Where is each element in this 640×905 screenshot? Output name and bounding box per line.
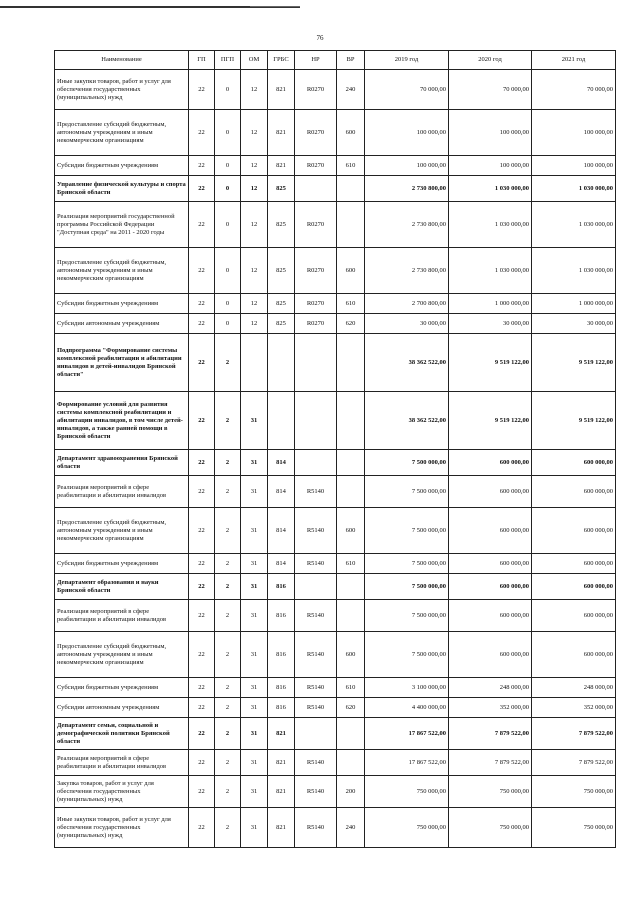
table-cell-nr	[295, 574, 337, 600]
table-cell-pgp: 2	[215, 450, 241, 476]
table-row	[55, 294, 616, 314]
table-row	[55, 110, 616, 156]
table-cell-2019: 750 000,00	[365, 808, 449, 848]
table-cell-grbs: 814	[268, 450, 295, 476]
table-cell-grbs: 825	[268, 176, 295, 202]
table-row	[55, 632, 616, 678]
table-cell-gp: 22	[189, 70, 215, 110]
table-row	[55, 476, 616, 508]
table-cell-2021: 9 519 122,00	[532, 392, 616, 450]
col-header-2019: 2019 год	[365, 51, 449, 70]
table-cell-pgp: 0	[215, 156, 241, 176]
table-cell-2021: 600 000,00	[532, 632, 616, 678]
table-cell-2019: 3 100 000,00	[365, 678, 449, 698]
table-row	[55, 70, 616, 110]
table-row	[55, 508, 616, 554]
table-cell-2020: 100 000,00	[449, 156, 532, 176]
table-cell-name: Департамент здравоохранения Брянской области	[55, 450, 189, 476]
table-cell-2019: 7 500 000,00	[365, 574, 449, 600]
table-cell-name: Субсидии бюджетным учреждениям	[55, 294, 189, 314]
table-cell-2019: 38 362 522,00	[365, 334, 449, 392]
table-cell-gp: 22	[189, 314, 215, 334]
table-cell-2020: 248 000,00	[449, 678, 532, 698]
table-cell-2019: 30 000,00	[365, 314, 449, 334]
table-cell-om: 31	[241, 750, 268, 776]
table-cell-vr	[337, 334, 365, 392]
table-cell-2020: 100 000,00	[449, 110, 532, 156]
table-cell-name: Субсидии бюджетным учреждениям	[55, 678, 189, 698]
table-cell-name: Управление физической культуры и спорта Брянской области	[55, 176, 189, 202]
table-cell-2020: 600 000,00	[449, 574, 532, 600]
table-cell-2020: 30 000,00	[449, 314, 532, 334]
table-cell-nr: R0270	[295, 156, 337, 176]
budget-table	[54, 50, 616, 848]
table-cell-2019: 7 500 000,00	[365, 476, 449, 508]
table-cell-2019: 4 400 000,00	[365, 698, 449, 718]
table-cell-nr	[295, 392, 337, 450]
table-cell-vr: 620	[337, 314, 365, 334]
table-cell-nr	[295, 450, 337, 476]
table-cell-vr: 610	[337, 294, 365, 314]
table-cell-2019: 7 500 000,00	[365, 600, 449, 632]
table-cell-gp: 22	[189, 698, 215, 718]
table-cell-2019: 100 000,00	[365, 110, 449, 156]
table-cell-grbs	[268, 334, 295, 392]
table-cell-pgp: 2	[215, 554, 241, 574]
table-cell-grbs: 825	[268, 314, 295, 334]
table-cell-pgp: 2	[215, 600, 241, 632]
table-cell-2021: 100 000,00	[532, 110, 616, 156]
table-cell-gp: 22	[189, 632, 215, 678]
table-cell-om: 31	[241, 718, 268, 750]
table-cell-om: 31	[241, 698, 268, 718]
table-cell-2021: 750 000,00	[532, 808, 616, 848]
table-cell-om: 31	[241, 600, 268, 632]
table-cell-grbs: 821	[268, 808, 295, 848]
table-cell-name: Департамент образования и науки Брянской области	[55, 574, 189, 600]
page-number: 76	[316, 34, 324, 42]
table-cell-om: 12	[241, 294, 268, 314]
table-cell-grbs: 821	[268, 70, 295, 110]
table-cell-om: 31	[241, 678, 268, 698]
table-cell-om	[241, 334, 268, 392]
table-cell-name: Предоставление субсидий бюджетным, автономным учреждениям и иным некоммерческим организациям	[55, 248, 189, 294]
table-cell-om: 12	[241, 70, 268, 110]
table-cell-2020: 600 000,00	[449, 554, 532, 574]
table-cell-name: Субсидии автономным учреждениям	[55, 314, 189, 334]
table-cell-nr: R0270	[295, 202, 337, 248]
table-cell-gp: 22	[189, 202, 215, 248]
table-cell-pgp: 2	[215, 678, 241, 698]
table-cell-2019: 7 500 000,00	[365, 632, 449, 678]
table-cell-2019: 7 500 000,00	[365, 554, 449, 574]
table-cell-om: 31	[241, 450, 268, 476]
table-cell-grbs: 825	[268, 248, 295, 294]
table-cell-2020: 600 000,00	[449, 450, 532, 476]
table-row	[55, 202, 616, 248]
table-cell-2021: 100 000,00	[532, 156, 616, 176]
table-cell-nr: R5140	[295, 678, 337, 698]
table-cell-name: Предоставление субсидий бюджетным, автономным учреждениям и иным некоммерческим организациям	[55, 632, 189, 678]
table-cell-2021: 352 000,00	[532, 698, 616, 718]
table-cell-2020: 750 000,00	[449, 776, 532, 808]
table-cell-om: 12	[241, 176, 268, 202]
table-cell-gp: 22	[189, 176, 215, 202]
table-cell-gp: 22	[189, 156, 215, 176]
table-cell-2021: 600 000,00	[532, 508, 616, 554]
table-cell-2019: 2 730 800,00	[365, 248, 449, 294]
table-cell-2020: 9 519 122,00	[449, 392, 532, 450]
table-cell-2019: 2 700 800,00	[365, 294, 449, 314]
table-cell-name: Субсидии бюджетным учреждениям	[55, 554, 189, 574]
table-cell-2020: 352 000,00	[449, 698, 532, 718]
table-cell-2020: 600 000,00	[449, 600, 532, 632]
table-cell-name: Иные закупки товаров, работ и услуг для обеспечения государственных (муниципальных) нужд	[55, 70, 189, 110]
table-cell-nr: R5140	[295, 632, 337, 678]
table-cell-nr	[295, 718, 337, 750]
table-cell-2020: 1 000 000,00	[449, 294, 532, 314]
table-row	[55, 392, 616, 450]
table-cell-vr: 610	[337, 554, 365, 574]
table-cell-2021: 600 000,00	[532, 554, 616, 574]
table-cell-grbs: 821	[268, 110, 295, 156]
table-cell-2021: 1 030 000,00	[532, 176, 616, 202]
table-cell-name: Подпрограмма "Формирование системы комплексной реабилитации и абилитации инвалидов и детей-инвалидов Брянской области"	[55, 334, 189, 392]
table-cell-pgp: 0	[215, 110, 241, 156]
table-cell-grbs: 816	[268, 574, 295, 600]
table-cell-om: 31	[241, 476, 268, 508]
table-cell-2021: 30 000,00	[532, 314, 616, 334]
table-cell-om: 12	[241, 110, 268, 156]
table-cell-2021: 248 000,00	[532, 678, 616, 698]
table-cell-pgp: 2	[215, 698, 241, 718]
table-cell-2021: 600 000,00	[532, 574, 616, 600]
table-cell-2019: 17 867 522,00	[365, 718, 449, 750]
table-cell-pgp: 0	[215, 294, 241, 314]
table-cell-grbs: 816	[268, 632, 295, 678]
table-cell-gp: 22	[189, 110, 215, 156]
col-header-om: ОМ	[241, 51, 268, 70]
col-header-pgp: ПГП	[215, 51, 241, 70]
table-cell-2021: 7 879 522,00	[532, 718, 616, 750]
table-cell-name: Предоставление субсидий бюджетным, автономным учреждениям и иным некоммерческим организациям	[55, 508, 189, 554]
table-header-row	[55, 51, 616, 70]
table-row	[55, 450, 616, 476]
table-cell-grbs: 821	[268, 750, 295, 776]
table-cell-vr	[337, 600, 365, 632]
table-row	[55, 718, 616, 750]
table-cell-nr: R0270	[295, 248, 337, 294]
table-cell-om: 31	[241, 392, 268, 450]
table-row	[55, 176, 616, 202]
table-cell-2021: 1 000 000,00	[532, 294, 616, 314]
table-row	[55, 750, 616, 776]
table-cell-vr: 600	[337, 110, 365, 156]
table-cell-om: 31	[241, 776, 268, 808]
table-cell-grbs: 814	[268, 508, 295, 554]
table-cell-vr: 610	[337, 156, 365, 176]
table-cell-2019: 100 000,00	[365, 156, 449, 176]
table-cell-nr: R5140	[295, 476, 337, 508]
table-cell-pgp: 0	[215, 70, 241, 110]
table-cell-2020: 1 030 000,00	[449, 202, 532, 248]
table-cell-pgp: 2	[215, 808, 241, 848]
table-cell-om: 31	[241, 554, 268, 574]
table-cell-2021: 600 000,00	[532, 450, 616, 476]
table-cell-gp: 22	[189, 600, 215, 632]
table-cell-vr	[337, 750, 365, 776]
table-cell-name: Реализация мероприятий в сфере реабилитации и абилитации инвалидов	[55, 750, 189, 776]
table-row	[55, 600, 616, 632]
table-cell-2021: 7 879 522,00	[532, 750, 616, 776]
table-row	[55, 678, 616, 698]
table-cell-pgp: 2	[215, 392, 241, 450]
table-cell-gp: 22	[189, 808, 215, 848]
table-cell-2021: 1 030 000,00	[532, 248, 616, 294]
table-cell-nr: R5140	[295, 808, 337, 848]
table-cell-gp: 22	[189, 476, 215, 508]
table-cell-name: Иные закупки товаров, работ и услуг для обеспечения государственных (муниципальных) нужд	[55, 808, 189, 848]
col-header-2021: 2021 год	[532, 51, 616, 70]
table-cell-grbs: 814	[268, 554, 295, 574]
table-cell-nr: R0270	[295, 70, 337, 110]
table-cell-nr: R5140	[295, 600, 337, 632]
table-cell-grbs: 825	[268, 294, 295, 314]
table-cell-2021: 9 519 122,00	[532, 334, 616, 392]
table-cell-grbs: 821	[268, 156, 295, 176]
table-cell-grbs: 825	[268, 202, 295, 248]
table-cell-vr: 240	[337, 808, 365, 848]
table-cell-grbs: 821	[268, 718, 295, 750]
table-cell-2019: 17 867 522,00	[365, 750, 449, 776]
table-cell-vr	[337, 718, 365, 750]
table-cell-om: 31	[241, 632, 268, 678]
table-row	[55, 554, 616, 574]
table-cell-pgp: 0	[215, 314, 241, 334]
table-cell-2019: 2 730 800,00	[365, 202, 449, 248]
table-cell-2021: 600 000,00	[532, 476, 616, 508]
table-cell-vr	[337, 392, 365, 450]
table-row	[55, 314, 616, 334]
table-cell-nr	[295, 334, 337, 392]
table-cell-pgp: 0	[215, 248, 241, 294]
table-cell-2019: 7 500 000,00	[365, 450, 449, 476]
table-cell-grbs: 816	[268, 600, 295, 632]
table-cell-gp: 22	[189, 248, 215, 294]
table-cell-gp: 22	[189, 334, 215, 392]
table-cell-pgp: 2	[215, 718, 241, 750]
table-cell-om: 12	[241, 156, 268, 176]
table-cell-gp: 22	[189, 750, 215, 776]
table-cell-2020: 750 000,00	[449, 808, 532, 848]
table-cell-grbs: 821	[268, 776, 295, 808]
table-cell-name: Закупка товаров, работ и услуг для обеспечения государственных (муниципальных) нужд	[55, 776, 189, 808]
table-cell-grbs	[268, 392, 295, 450]
table-cell-gp: 22	[189, 450, 215, 476]
table-cell-vr: 600	[337, 508, 365, 554]
table-cell-2020: 7 879 522,00	[449, 750, 532, 776]
top-rule-thin	[250, 6, 300, 7]
table-cell-pgp: 2	[215, 750, 241, 776]
table-cell-om: 12	[241, 202, 268, 248]
table-cell-om: 12	[241, 314, 268, 334]
table-cell-gp: 22	[189, 776, 215, 808]
table-cell-vr: 200	[337, 776, 365, 808]
table-row	[55, 574, 616, 600]
table-cell-2021: 600 000,00	[532, 600, 616, 632]
table-cell-name: Реализация мероприятий в сфере реабилитации и абилитации инвалидов	[55, 476, 189, 508]
table-row	[55, 808, 616, 848]
table-cell-vr	[337, 176, 365, 202]
table-cell-gp: 22	[189, 678, 215, 698]
table-cell-name: Субсидии бюджетным учреждениям	[55, 156, 189, 176]
table-cell-2020: 1 030 000,00	[449, 248, 532, 294]
table-cell-nr: R5140	[295, 698, 337, 718]
table-cell-pgp: 2	[215, 574, 241, 600]
table-cell-2019: 7 500 000,00	[365, 508, 449, 554]
table-cell-vr: 610	[337, 678, 365, 698]
table-cell-pgp: 2	[215, 476, 241, 508]
table-cell-nr: R5140	[295, 554, 337, 574]
table-cell-2021: 1 030 000,00	[532, 202, 616, 248]
col-header-nr: НР	[295, 51, 337, 70]
table-cell-gp: 22	[189, 392, 215, 450]
table-cell-gp: 22	[189, 574, 215, 600]
table-row	[55, 698, 616, 718]
table-cell-vr: 620	[337, 698, 365, 718]
table-row	[55, 156, 616, 176]
table-cell-2019: 750 000,00	[365, 776, 449, 808]
table-cell-vr	[337, 202, 365, 248]
table-cell-nr: R5140	[295, 750, 337, 776]
table-cell-pgp: 0	[215, 202, 241, 248]
table-cell-nr: R0270	[295, 294, 337, 314]
table-cell-name: Департамент семьи, социальной и демографической политики Брянской области	[55, 718, 189, 750]
table-cell-2021: 70 000,00	[532, 70, 616, 110]
table-cell-nr: R0270	[295, 110, 337, 156]
col-header-name: Наименование	[55, 51, 189, 70]
table-cell-2019: 38 362 522,00	[365, 392, 449, 450]
table-cell-name: Реализация мероприятий государственной программы Российской Федерации "Доступная среда" на 2011 - 2020 годы	[55, 202, 189, 248]
table-cell-om: 12	[241, 248, 268, 294]
table-cell-grbs: 816	[268, 678, 295, 698]
table-cell-pgp: 2	[215, 632, 241, 678]
table-row	[55, 776, 616, 808]
table-cell-name: Формирование условий для развития системы комплексной реабилитации и абилитации инвалидов, в том числе детей-инвалидов, а также ранней помощи в Брянской области	[55, 392, 189, 450]
col-header-grbs: ГРБС	[268, 51, 295, 70]
table-cell-nr: R5140	[295, 776, 337, 808]
table-cell-vr	[337, 476, 365, 508]
table-cell-vr: 600	[337, 632, 365, 678]
col-header-2020: 2020 год	[449, 51, 532, 70]
table-cell-gp: 22	[189, 294, 215, 314]
table-cell-grbs: 816	[268, 698, 295, 718]
table-cell-gp: 22	[189, 508, 215, 554]
table-row	[55, 248, 616, 294]
table-cell-2020: 600 000,00	[449, 508, 532, 554]
table-cell-2019: 2 730 800,00	[365, 176, 449, 202]
table-cell-grbs: 814	[268, 476, 295, 508]
table-cell-vr	[337, 574, 365, 600]
table-cell-gp: 22	[189, 554, 215, 574]
table-cell-name: Предоставление субсидий бюджетным, автономным учреждениям и иным некоммерческим организациям	[55, 110, 189, 156]
col-header-vr: ВР	[337, 51, 365, 70]
table-cell-nr: R5140	[295, 508, 337, 554]
table-cell-2021: 750 000,00	[532, 776, 616, 808]
table-cell-name: Реализация мероприятий в сфере реабилитации и абилитации инвалидов	[55, 600, 189, 632]
table-cell-2020: 70 000,00	[449, 70, 532, 110]
table-cell-2019: 70 000,00	[365, 70, 449, 110]
table-cell-2020: 9 519 122,00	[449, 334, 532, 392]
table-cell-pgp: 0	[215, 176, 241, 202]
table-cell-nr: R0270	[295, 314, 337, 334]
table-cell-pgp: 2	[215, 776, 241, 808]
table-cell-2020: 600 000,00	[449, 632, 532, 678]
table-cell-vr	[337, 450, 365, 476]
table-cell-pgp: 2	[215, 508, 241, 554]
table-cell-om: 31	[241, 574, 268, 600]
table-row	[55, 334, 616, 392]
table-cell-vr: 240	[337, 70, 365, 110]
table-cell-2020: 7 879 522,00	[449, 718, 532, 750]
table-cell-2020: 1 030 000,00	[449, 176, 532, 202]
table-cell-nr	[295, 176, 337, 202]
table-cell-name: Субсидии автономным учреждениям	[55, 698, 189, 718]
table-cell-om: 31	[241, 808, 268, 848]
table-cell-om: 31	[241, 508, 268, 554]
table-cell-pgp: 2	[215, 334, 241, 392]
table-cell-2020: 600 000,00	[449, 476, 532, 508]
col-header-gp: ГП	[189, 51, 215, 70]
table-cell-vr: 600	[337, 248, 365, 294]
table-cell-gp: 22	[189, 718, 215, 750]
